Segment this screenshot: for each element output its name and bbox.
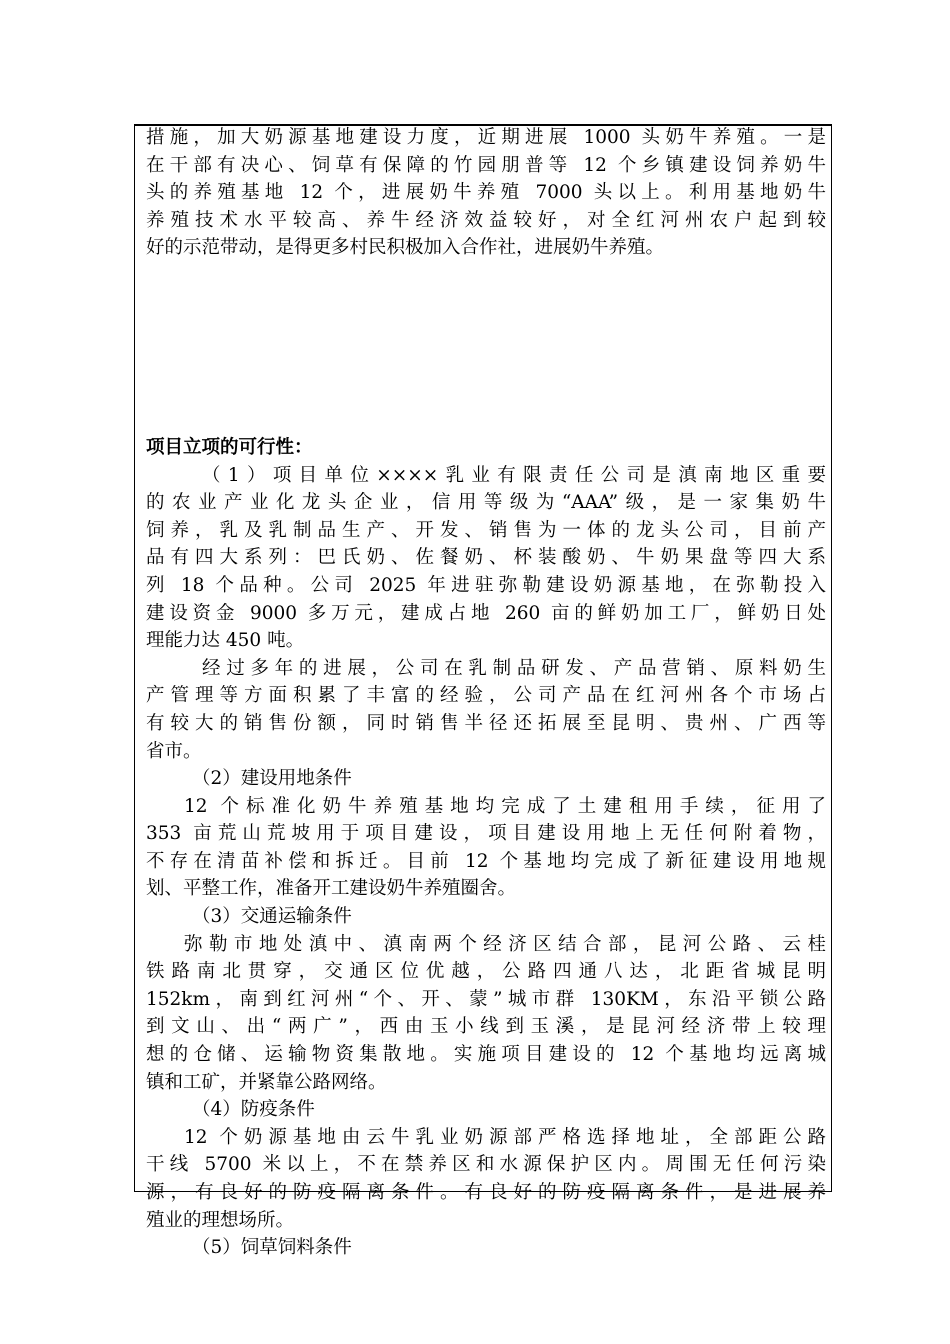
text-line: 152km，南到红河州“个、开、蒙”城市群 130KM，东沿平锁公路 — [146, 988, 826, 1010]
text-line: 铁路南北贯穿，交通区位优越，公路四通八达，北距省城昆明 — [146, 961, 826, 983]
section-heading: 项目立项的可行性： — [146, 436, 313, 458]
subheading-epidemic: （4）防疫条件 — [192, 1099, 315, 1121]
text-line: 产管理等方面积累了丰富的经验，公司产品在红河州各个市场占 — [146, 685, 826, 707]
text-line: 养殖技术水平较高、养牛经济效益较好，对全红河州农户起到较 — [146, 209, 826, 231]
subheading-transport: （3）交通运输条件 — [192, 906, 352, 928]
text-line: 镇和工矿，并紧靠公路网络。 — [146, 1071, 387, 1093]
text-line: 干线 5700 米以上，不在禁养区和水源保护区内。周围无任何污染 — [146, 1154, 826, 1176]
text-line: 理能力达 450 吨。 — [146, 630, 305, 652]
subheading-feed: （5）饲草饲料条件 — [192, 1237, 352, 1259]
text-line: 在干部有决心、饲草有保障的竹园朋普等 12 个乡镇建设饲养奶牛 — [146, 154, 826, 176]
blank-space — [146, 262, 826, 434]
text-line: 弥勒市地处滇中、滇南两个经济区结合部，昆河公路、云桂 — [184, 933, 826, 955]
text-line: 12 个奶源基地由云牛乳业奶源部严格选择地址，全部距公路 — [184, 1126, 826, 1148]
text-line: 到文山、出“两广”，西由玉小线到玉溪，是昆河经济带上较理 — [146, 1016, 826, 1038]
text-line: 划、平整工作，准备开工建设奶牛养殖圈舍。 — [146, 878, 517, 900]
text-line: 品有四大系列：巴氏奶、佐餐奶、杯装酸奶、牛奶果盘等四大系 — [146, 547, 826, 569]
paragraph-land — [146, 793, 826, 903]
text-line: 的农业产业化龙头企业，信用等级为“AAA”级，是一家集奶牛 — [146, 492, 826, 514]
text-line: 建设资金 9000 多万元，建成占地 260 亩的鲜奶加工厂，鲜奶日处 — [146, 602, 826, 624]
intro-paragraph — [146, 124, 826, 262]
paragraph-project-unit — [146, 462, 826, 655]
text-line: 殖业的理想场所。 — [146, 1209, 295, 1231]
text-line: 想的仓储、运输物资集散地。实施项目建设的 12 个基地均远离城 — [146, 1044, 826, 1066]
paragraph-transport — [146, 931, 826, 1097]
text-line: 不存在清苗补偿和拆迁。目前 12 个基地均完成了新征建设用地规 — [146, 850, 826, 872]
text-line: 头的养殖基地 12 个，进展奶牛养殖 7000 头以上。利用基地奶牛 — [146, 182, 826, 204]
text-line: 有较大的销售份额，同时销售半径还拓展至昆明、贵州、广西等 — [146, 712, 826, 734]
text-line: 12 个标准化奶牛养殖基地均完成了土建租用手续，征用了 — [184, 795, 826, 817]
document-body — [146, 124, 826, 1262]
text-line: 列 18 个品种。公司 2025 年进驻弥勒建设奶源基地，在弥勒投入 — [146, 574, 826, 596]
text-line: 经过多年的进展，公司在乳制品研发、产品营销、原料奶生 — [202, 657, 826, 679]
paragraph-epidemic — [146, 1124, 826, 1234]
text-line: 省市。 — [146, 740, 202, 762]
text-line: 源，有良好的防疫隔离条件。有良好的防疫隔离条件，是进展养 — [146, 1182, 826, 1203]
text-line: 好的示范带动，是得更多村民积极加入合作社，进展奶牛养殖。 — [146, 237, 665, 259]
subheading-land: （2）建设用地条件 — [192, 768, 352, 790]
text-line: （1）项目单位××××乳业有限责任公司是滇南地区重要 — [202, 464, 826, 486]
text-line: 措施，加大奶源基地建设力度，近期进展 1000 头奶牛养殖。一是 — [146, 127, 826, 148]
text-line: 饲养，乳及乳制品生产、开发、销售为一体的龙头公司，目前产 — [146, 519, 826, 541]
paragraph-experience — [146, 655, 826, 765]
text-line: 353 亩荒山荒坡用于项目建设，项目建设用地上无任何附着物， — [146, 823, 826, 845]
